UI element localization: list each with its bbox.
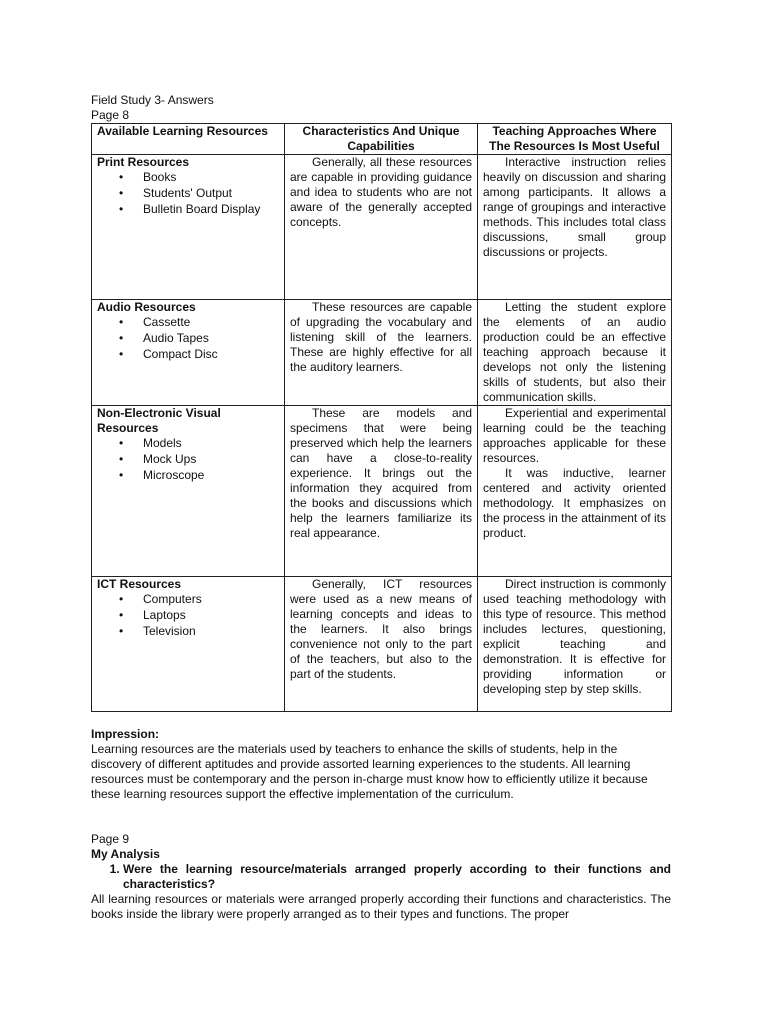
resource-list <box>97 315 279 363</box>
document-title: Field Study 3- Answers <box>91 93 214 107</box>
table-row <box>92 406 672 577</box>
characteristics-text: Generally, ICT resources were used as a new means of learning concepts and ideas to the learners. It also brings convenience not only to the part of the teachers, but also to the part of the students. <box>290 577 472 681</box>
resource-cell <box>92 577 285 712</box>
list-item: • Models <box>143 436 279 452</box>
resource-list <box>97 436 279 484</box>
characteristics-text: These are models and specimens that were being preserved which help the learners can have a close-to-reality experience. It brings out the information they acquired from the books and discussions which help the learners familiarize its real appearance. <box>290 406 472 540</box>
characteristics-cell <box>285 300 478 406</box>
resource-cell <box>92 300 285 406</box>
page-number-9: Page 9 <box>91 832 130 846</box>
analysis-questions <box>91 862 671 892</box>
table-row <box>92 577 672 712</box>
approaches-cell <box>478 300 672 406</box>
approaches-cell <box>478 406 672 577</box>
analysis-heading: My Analysis <box>91 847 160 861</box>
approaches-text: Direct instruction is commonly used teaching methodology with this type of resource. This method includes lectures, questioning, explicit teaching and demonstration. It is effective for providing information or developing step by step skills. <box>483 577 666 696</box>
list-item: • Students' Output <box>143 186 279 202</box>
characteristics-cell <box>285 406 478 577</box>
list-item: • Bulletin Board Display <box>143 202 279 218</box>
resource-category: Non-Electronic Visual Resources <box>97 406 221 435</box>
resource-list <box>97 592 279 640</box>
column-header: Available Learning Resources <box>92 124 285 155</box>
table-header-row <box>92 124 672 155</box>
characteristics-text: Generally, all these resources are capable in providing guidance and idea to students who are not aware of the generally accepted concepts. <box>290 155 472 229</box>
list-item: • Computers <box>143 592 279 608</box>
list-item: • Audio Tapes <box>143 331 279 347</box>
approaches-cell <box>478 577 672 712</box>
table-row <box>92 300 672 406</box>
list-item: • Cassette <box>143 315 279 331</box>
resource-category: ICT Resources <box>97 577 182 591</box>
resource-cell <box>92 155 285 300</box>
approaches-text: Experiential and experimental learning could be the teaching approaches applicable for these resources. <box>483 406 666 465</box>
list-item: • Books <box>143 170 279 186</box>
characteristics-cell <box>285 155 478 300</box>
resource-list <box>97 170 279 218</box>
characteristics-cell <box>285 577 478 712</box>
resource-category: Audio Resources <box>97 300 196 314</box>
impression-heading: Impression: <box>91 727 160 741</box>
column-header: Teaching Approaches Where The Resources Is Most Useful <box>478 124 672 155</box>
list-item: • Compact Disc <box>143 347 279 363</box>
learning-resources-table <box>91 123 672 712</box>
analysis-answer: All learning resources or materials were arranged properly according their functions and characteristics. The books inside the library were properly arranged as to their types and functions. The proper <box>91 892 671 921</box>
list-item: • Laptops <box>143 608 279 624</box>
approaches-cell <box>478 155 672 300</box>
approaches-text: Letting the student explore the elements of an audio production could be an effective teaching approach because it develops not only the listening skills of students, but also their communication skills. <box>483 300 666 404</box>
resource-cell <box>92 406 285 577</box>
table-row <box>92 155 672 300</box>
approaches-text: It was inductive, learner centered and activity oriented methodology. It emphasizes on the process in the attainment of its product. <box>483 466 666 540</box>
document-page <box>91 93 671 922</box>
analysis-question: 1. Were the learning resource/materials arranged properly according to their functions and characteristics? <box>123 862 671 892</box>
column-header: Characteristics And Unique Capabilities <box>285 124 478 155</box>
resource-category: Print Resources <box>97 155 190 169</box>
list-item: • Mock Ups <box>143 452 279 468</box>
impression-text: Learning resources are the materials used by teachers to enhance the skills of students, help in the discovery of different aptitudes and provide assorted learning experiences to the students. All learning resources must be contemporary and the person in-charge must know how to efficiently utilize it because these learning resources support the effective implementation of the curriculum. <box>91 742 648 801</box>
page-number-8: Page 8 <box>91 108 130 122</box>
approaches-text: Interactive instruction relies heavily on discussion and sharing among participants. It allows a range of groupings and interactive methods. This includes total class discussions, small group discussions or projects. <box>483 155 666 259</box>
spacer <box>91 712 671 727</box>
list-item: • Microscope <box>143 468 279 484</box>
characteristics-text: These resources are capable of upgrading the vocabulary and listening skill of the learners. These are highly effective for all the auditory learners. <box>290 300 472 374</box>
spacer <box>91 802 671 832</box>
list-item: • Television <box>143 624 279 640</box>
